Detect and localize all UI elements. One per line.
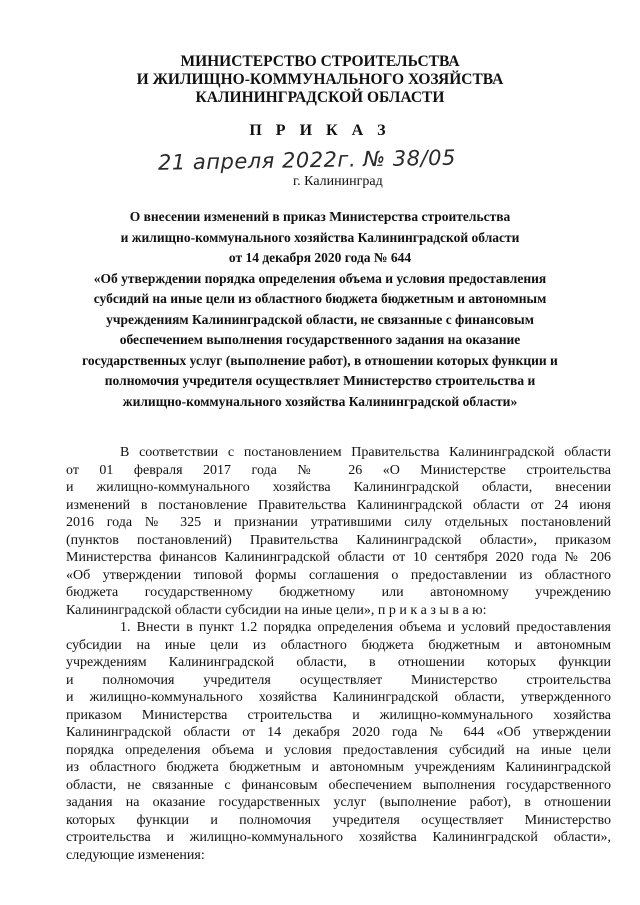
body-line: Министерства финансов Калининградской области от 10 сентября 2020 года № 206 bbox=[66, 550, 611, 565]
body-line: строительства и жилищно-коммунального хозяйства Калининградской области», bbox=[66, 830, 611, 845]
order-heading bbox=[64, 207, 576, 412]
body-line: задания на оказание государственных услуг (выполнение работ), в отношении bbox=[66, 795, 611, 810]
body-line: Калининградской области субсидии на иные цели», п р и к а з ы в а ю: bbox=[66, 602, 487, 618]
body-line: области, не связанные с финансовым обеспечением выполнения государственного bbox=[66, 777, 611, 793]
body-line: 2016 года № 325 и признании утратившими силу отдельных постановлений bbox=[66, 515, 611, 530]
body-line: (пунктов постановлений) Правительства Калининградской области», приказом bbox=[66, 532, 611, 548]
body-line: от 01 февраля 2017 года № 26 «О Министерстве строительства bbox=[66, 462, 611, 478]
body-line: бюджета государственному бюджетному или автономному учреждению bbox=[66, 585, 611, 600]
body-line: изменений в постановление Правительства Калининградской области от 24 июня bbox=[66, 497, 611, 513]
heading-line: «Об утверждении порядка определения объема и условия предоставления bbox=[93, 270, 547, 286]
handwritten-date-number: 21 апреля 2022г. № 38/05 bbox=[157, 145, 457, 175]
body-line: субсидии на иные цели из областного бюджета бюджетным и автономным bbox=[66, 637, 611, 653]
body-line: и жилищно-коммунального хозяйства Калининградской области, внесении bbox=[66, 480, 611, 495]
heading-line: учреждениям Калининградской области, не связанные с финансовым bbox=[106, 311, 534, 327]
heading-line: жилищно-коммунального хозяйства Калининградской области» bbox=[122, 393, 518, 409]
heading-line: от 14 декабря 2020 года № 644 bbox=[228, 250, 412, 265]
body-line: из областного бюджета бюджетным и автономным учреждениям Калининградской bbox=[66, 760, 611, 775]
body-line: «Об утверждении типовой формы соглашения о предоставлении из областного bbox=[66, 567, 611, 583]
ministry-line: КАЛИНИНГРАДСКОЙ ОБЛАСТИ bbox=[195, 89, 445, 106]
ministry-line: МИНИСТЕРСТВО СТРОИТЕЛЬСТВА bbox=[180, 53, 460, 70]
ministry-line: И ЖИЛИЩНО-КОММУНАЛЬНОГО ХОЗЯЙСТВА bbox=[136, 71, 504, 88]
body-line: и полномочия учредителя осуществляет Министерство строительства bbox=[66, 672, 611, 688]
order-body bbox=[66, 444, 611, 864]
body-line: и жилищно-коммунального хозяйства Калининградской области, утвержденного bbox=[66, 690, 611, 705]
city-name: г. Калининград bbox=[293, 174, 383, 189]
heading-line: государственных услуг (выполнение работ), в отношении которых функции и bbox=[82, 352, 558, 368]
body-line: 1. Внести в пункт 1.2 порядка определения объема и условий предоставления bbox=[120, 620, 611, 635]
heading-line: субсидий на иные цели из областного бюджета бюджетным и автономным bbox=[93, 291, 547, 306]
body-line: учреждениям Калининградской области, в отношении которых функции bbox=[66, 655, 611, 670]
body-line: приказом Министерства строительства и жилищно-коммунального хозяйства bbox=[66, 707, 611, 723]
heading-line: и жилищно-коммунального хозяйства Калининградской области bbox=[120, 229, 520, 245]
body-line: Калининградской области от 14 декабря 2020 года № 644 «Об утверждении bbox=[66, 725, 611, 740]
heading-line: О внесении изменений в приказ Министерства строительства bbox=[129, 209, 511, 224]
body-line: следующие изменения: bbox=[66, 847, 205, 863]
body-line: которых функции и полномочия учредителя осуществляет Министерство bbox=[66, 812, 611, 828]
ministry-header bbox=[120, 53, 520, 107]
heading-line: обеспечением выполнения государственного задания на оказание bbox=[119, 332, 521, 347]
order-title: П Р И К А З bbox=[249, 122, 391, 139]
body-line: В соответствии с постановлением Правительства Калининградской области bbox=[120, 445, 611, 460]
body-line: порядка определения объема и условия предоставления субсидий на иные цели bbox=[66, 742, 611, 758]
heading-line: полномочия учредителя осуществляет Министерство строительства и bbox=[104, 373, 536, 388]
